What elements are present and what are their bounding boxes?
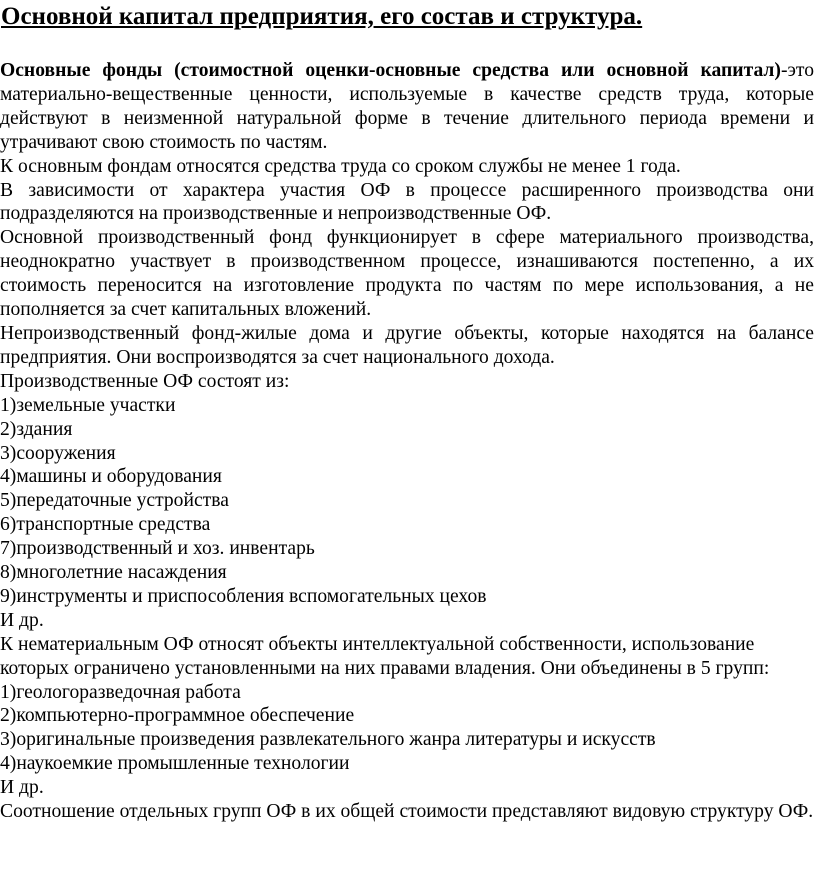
list-item: 3)сооружения (0, 442, 116, 464)
nonproduction-fund-paragraph: Непроизводственный фонд-жилые дома и другие объекты, которые находятся на балансе предприятия. Они воспроизводятся за счет национального дохода. (0, 322, 814, 368)
list-item: 8)многолетние насаждения (0, 562, 227, 584)
list-item: 9)инструменты и приспособления вспомогательных цехов (0, 585, 487, 607)
list-item: 2)компьютерно-программное обеспечение (0, 705, 355, 727)
list-item: 7)производственный и хоз. инвентарь (0, 538, 315, 560)
service-life-paragraph: К основным фондам относятся средства труда со сроком службы не менее 1 года. (0, 155, 681, 177)
list-item: 3)оригинальные произведения развлекательного жанра литературы и искусств (0, 729, 656, 751)
conclusion-paragraph: Соотношение отдельных групп ОФ в их общей стоимости представляют видовую структуру ОФ. (0, 801, 814, 823)
production-list-heading: Производственные ОФ состоят из: (0, 370, 290, 392)
definition-text: -это материально-вещественные ценности, используемые в качестве средств труда, которые действуют в неизменной натуральной форме в течение длительного периода времени и утрачивают свою стоимость по частям. (0, 60, 814, 153)
list-item: 1)земельные участки (0, 394, 176, 416)
list-item: 2)здания (0, 418, 73, 440)
intangible-paragraph: К нематериальным ОФ относят объекты интеллектуальной собственности, использование которых ограничено установленными на них правами владения. Они объединены в 5 групп: (0, 633, 770, 679)
document-body (0, 59, 814, 824)
production-fund-paragraph: Основной производственный фонд функционирует в сфере материального производства, неоднократно участвует в производственном процессе, изнашиваются постепенно, а их стоимость переносится на изготовление продукта по частям по мере использования, а не пополняется за счет капитальных вложений. (0, 227, 814, 321)
list-item: 6)транспортные средства (0, 514, 211, 536)
list-item: 1)геологоразведочная работа (0, 681, 241, 703)
list-item: 4)наукоемкие промышленные технологии (0, 753, 350, 775)
intangible-list-etc: И др. (0, 777, 44, 799)
classification-paragraph: В зависимости от характера участия ОФ в процессе расширенного производства они подразделяются на производственные и непроизводственные ОФ. (0, 179, 814, 225)
list-item: 5)передаточные устройства (0, 490, 229, 512)
definition-paragraph (0, 59, 814, 155)
definition-term: Основные фонды (стоимостной оценки-основные средства или основной капитал) (0, 60, 781, 81)
production-list-etc: И др. (0, 609, 44, 631)
page-title: Основной капитал предприятия, его состав и структура. (1, 3, 643, 30)
list-item: 4)машины и оборудования (0, 466, 222, 488)
